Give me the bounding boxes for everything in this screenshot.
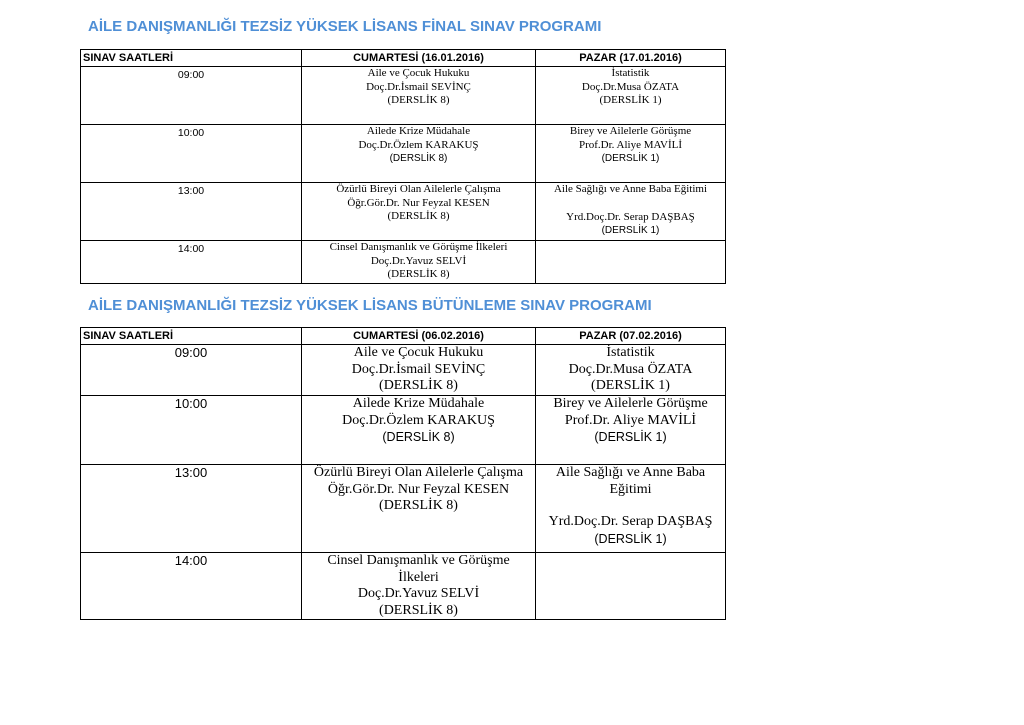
saturday-cell <box>302 553 536 620</box>
classroom: (DERSLİK 8) <box>387 210 450 222</box>
course-name: Birey ve Ailelerle Görüşme <box>569 125 692 137</box>
sunday-cell-empty <box>536 553 726 620</box>
table-row <box>81 241 726 284</box>
saturday-cell <box>302 183 536 241</box>
classroom: (DERSLİK 1) <box>594 531 667 546</box>
time-cell: 13:00 <box>81 465 302 553</box>
classroom: (DERSLİK 8) <box>382 430 455 444</box>
time-cell: 10:00 <box>81 125 302 183</box>
instructor-name: Prof.Dr. Aliye MAVİLİ <box>578 138 683 151</box>
final-exam-title: AİLE DANIŞMANLIĞI TEZSİZ YÜKSEK LİSANS FİNAL SINAV PROGRAMI <box>88 18 602 35</box>
instructor-name: Doç.Dr.Özlem KARAKUŞ <box>342 412 495 428</box>
instructor-name: Yrd.Doç.Dr. Serap DAŞBAŞ <box>566 210 695 223</box>
sunday-cell <box>536 345 726 396</box>
saturday-cell <box>302 465 536 553</box>
header-saturday: CUMARTESİ (06.02.2016) <box>302 328 536 345</box>
instructor-name: Doç.Dr.İsmail SEVİNÇ <box>366 80 471 93</box>
classroom: (DERSLİK 8) <box>389 153 448 164</box>
course-name-continued: İlkeleri <box>398 569 439 585</box>
header-sunday: PAZAR (17.01.2016) <box>536 50 726 67</box>
saturday-cell <box>302 345 536 396</box>
classroom: (DERSLİK 1) <box>591 378 670 393</box>
course-name: Aile Sağlığı ve Anne Baba <box>555 465 706 480</box>
instructor-name: Doç.Dr.Yavuz SELVİ <box>370 254 467 267</box>
makeup-exam-title: AİLE DANIŞMANLIĞI TEZSİZ YÜKSEK LİSANS BÜTÜNLEME SINAV PROGRAMI <box>88 297 652 314</box>
course-name: Ailede Krize Müdahale <box>352 396 485 411</box>
course-name: Özürlü Bireyi Olan Ailelerle Çalışma <box>336 183 501 195</box>
classroom: (DERSLİK 1) <box>594 430 667 444</box>
classroom: (DERSLİK 1) <box>601 225 660 236</box>
course-name: Birey ve Ailelerle Görüşme <box>553 396 708 411</box>
course-name-continued: Eğitimi <box>609 481 652 497</box>
saturday-cell <box>302 125 536 183</box>
table-row <box>81 183 726 241</box>
classroom: (DERSLİK 8) <box>379 378 458 393</box>
sunday-cell-empty <box>536 241 726 284</box>
table-row <box>81 67 726 125</box>
header-saturday: CUMARTESİ (16.01.2016) <box>302 50 536 67</box>
time-cell: 09:00 <box>81 67 302 125</box>
sunday-cell <box>536 125 726 183</box>
course-name: Aile Sağlığı ve Anne Baba Eğitimi <box>553 183 708 195</box>
classroom: (DERSLİK 1) <box>601 153 660 164</box>
time-cell: 09:00 <box>81 345 302 396</box>
header-exam-hours: SINAV SAATLERİ <box>81 50 302 67</box>
sunday-cell <box>536 67 726 125</box>
course-name: Cinsel Danışmanlık ve Görüşme İlkeleri <box>329 241 508 253</box>
classroom: (DERSLİK 8) <box>387 94 450 106</box>
instructor-name: Öğr.Gör.Dr. Nur Feyzal KESEN <box>327 481 510 497</box>
header-exam-hours: SINAV SAATLERİ <box>81 328 302 345</box>
sunday-cell <box>536 396 726 465</box>
instructor-name: Doç.Dr.İsmail SEVİNÇ <box>351 361 486 377</box>
table-row <box>81 553 726 620</box>
time-cell: 14:00 <box>81 241 302 284</box>
time-cell: 14:00 <box>81 553 302 620</box>
time-cell: 13:00 <box>81 183 302 241</box>
final-exam-table <box>80 49 726 284</box>
course-name: İstatistik <box>611 67 650 79</box>
saturday-cell <box>302 396 536 465</box>
table-row <box>81 125 726 183</box>
instructor-name: Yrd.Doç.Dr. Serap DAŞBAŞ <box>548 514 713 529</box>
classroom: (DERSLİK 8) <box>379 498 458 513</box>
course-name: İstatistik <box>606 345 655 360</box>
saturday-cell <box>302 241 536 284</box>
makeup-exam-table <box>80 327 726 620</box>
header-sunday: PAZAR (07.02.2016) <box>536 328 726 345</box>
instructor-name: Prof.Dr. Aliye MAVİLİ <box>564 412 697 428</box>
course-name: Aile ve Çocuk Hukuku <box>367 67 470 79</box>
header-row <box>81 50 726 67</box>
time-cell: 10:00 <box>81 396 302 465</box>
sunday-cell <box>536 465 726 553</box>
instructor-name: Doç.Dr.Musa ÖZATA <box>581 80 680 93</box>
saturday-cell <box>302 67 536 125</box>
classroom: (DERSLİK 1) <box>599 94 662 106</box>
header-row <box>81 328 726 345</box>
instructor-name: Doç.Dr.Özlem KARAKUŞ <box>358 138 479 151</box>
course-name: Aile ve Çocuk Hukuku <box>353 345 484 360</box>
course-name: Özürlü Bireyi Olan Ailelerle Çalışma <box>313 465 524 480</box>
instructor-name: Doç.Dr.Yavuz SELVİ <box>357 586 480 601</box>
table-row <box>81 396 726 465</box>
instructor-name: Öğr.Gör.Dr. Nur Feyzal KESEN <box>347 196 490 209</box>
table-row <box>81 345 726 396</box>
classroom: (DERSLİK 8) <box>387 268 450 280</box>
sunday-cell <box>536 183 726 241</box>
classroom: (DERSLİK 8) <box>379 602 458 618</box>
instructor-name: Doç.Dr.Musa ÖZATA <box>568 361 693 377</box>
course-name: Cinsel Danışmanlık ve Görüşme <box>327 553 510 568</box>
course-name: Ailede Krize Müdahale <box>366 125 471 137</box>
table-row <box>81 465 726 553</box>
